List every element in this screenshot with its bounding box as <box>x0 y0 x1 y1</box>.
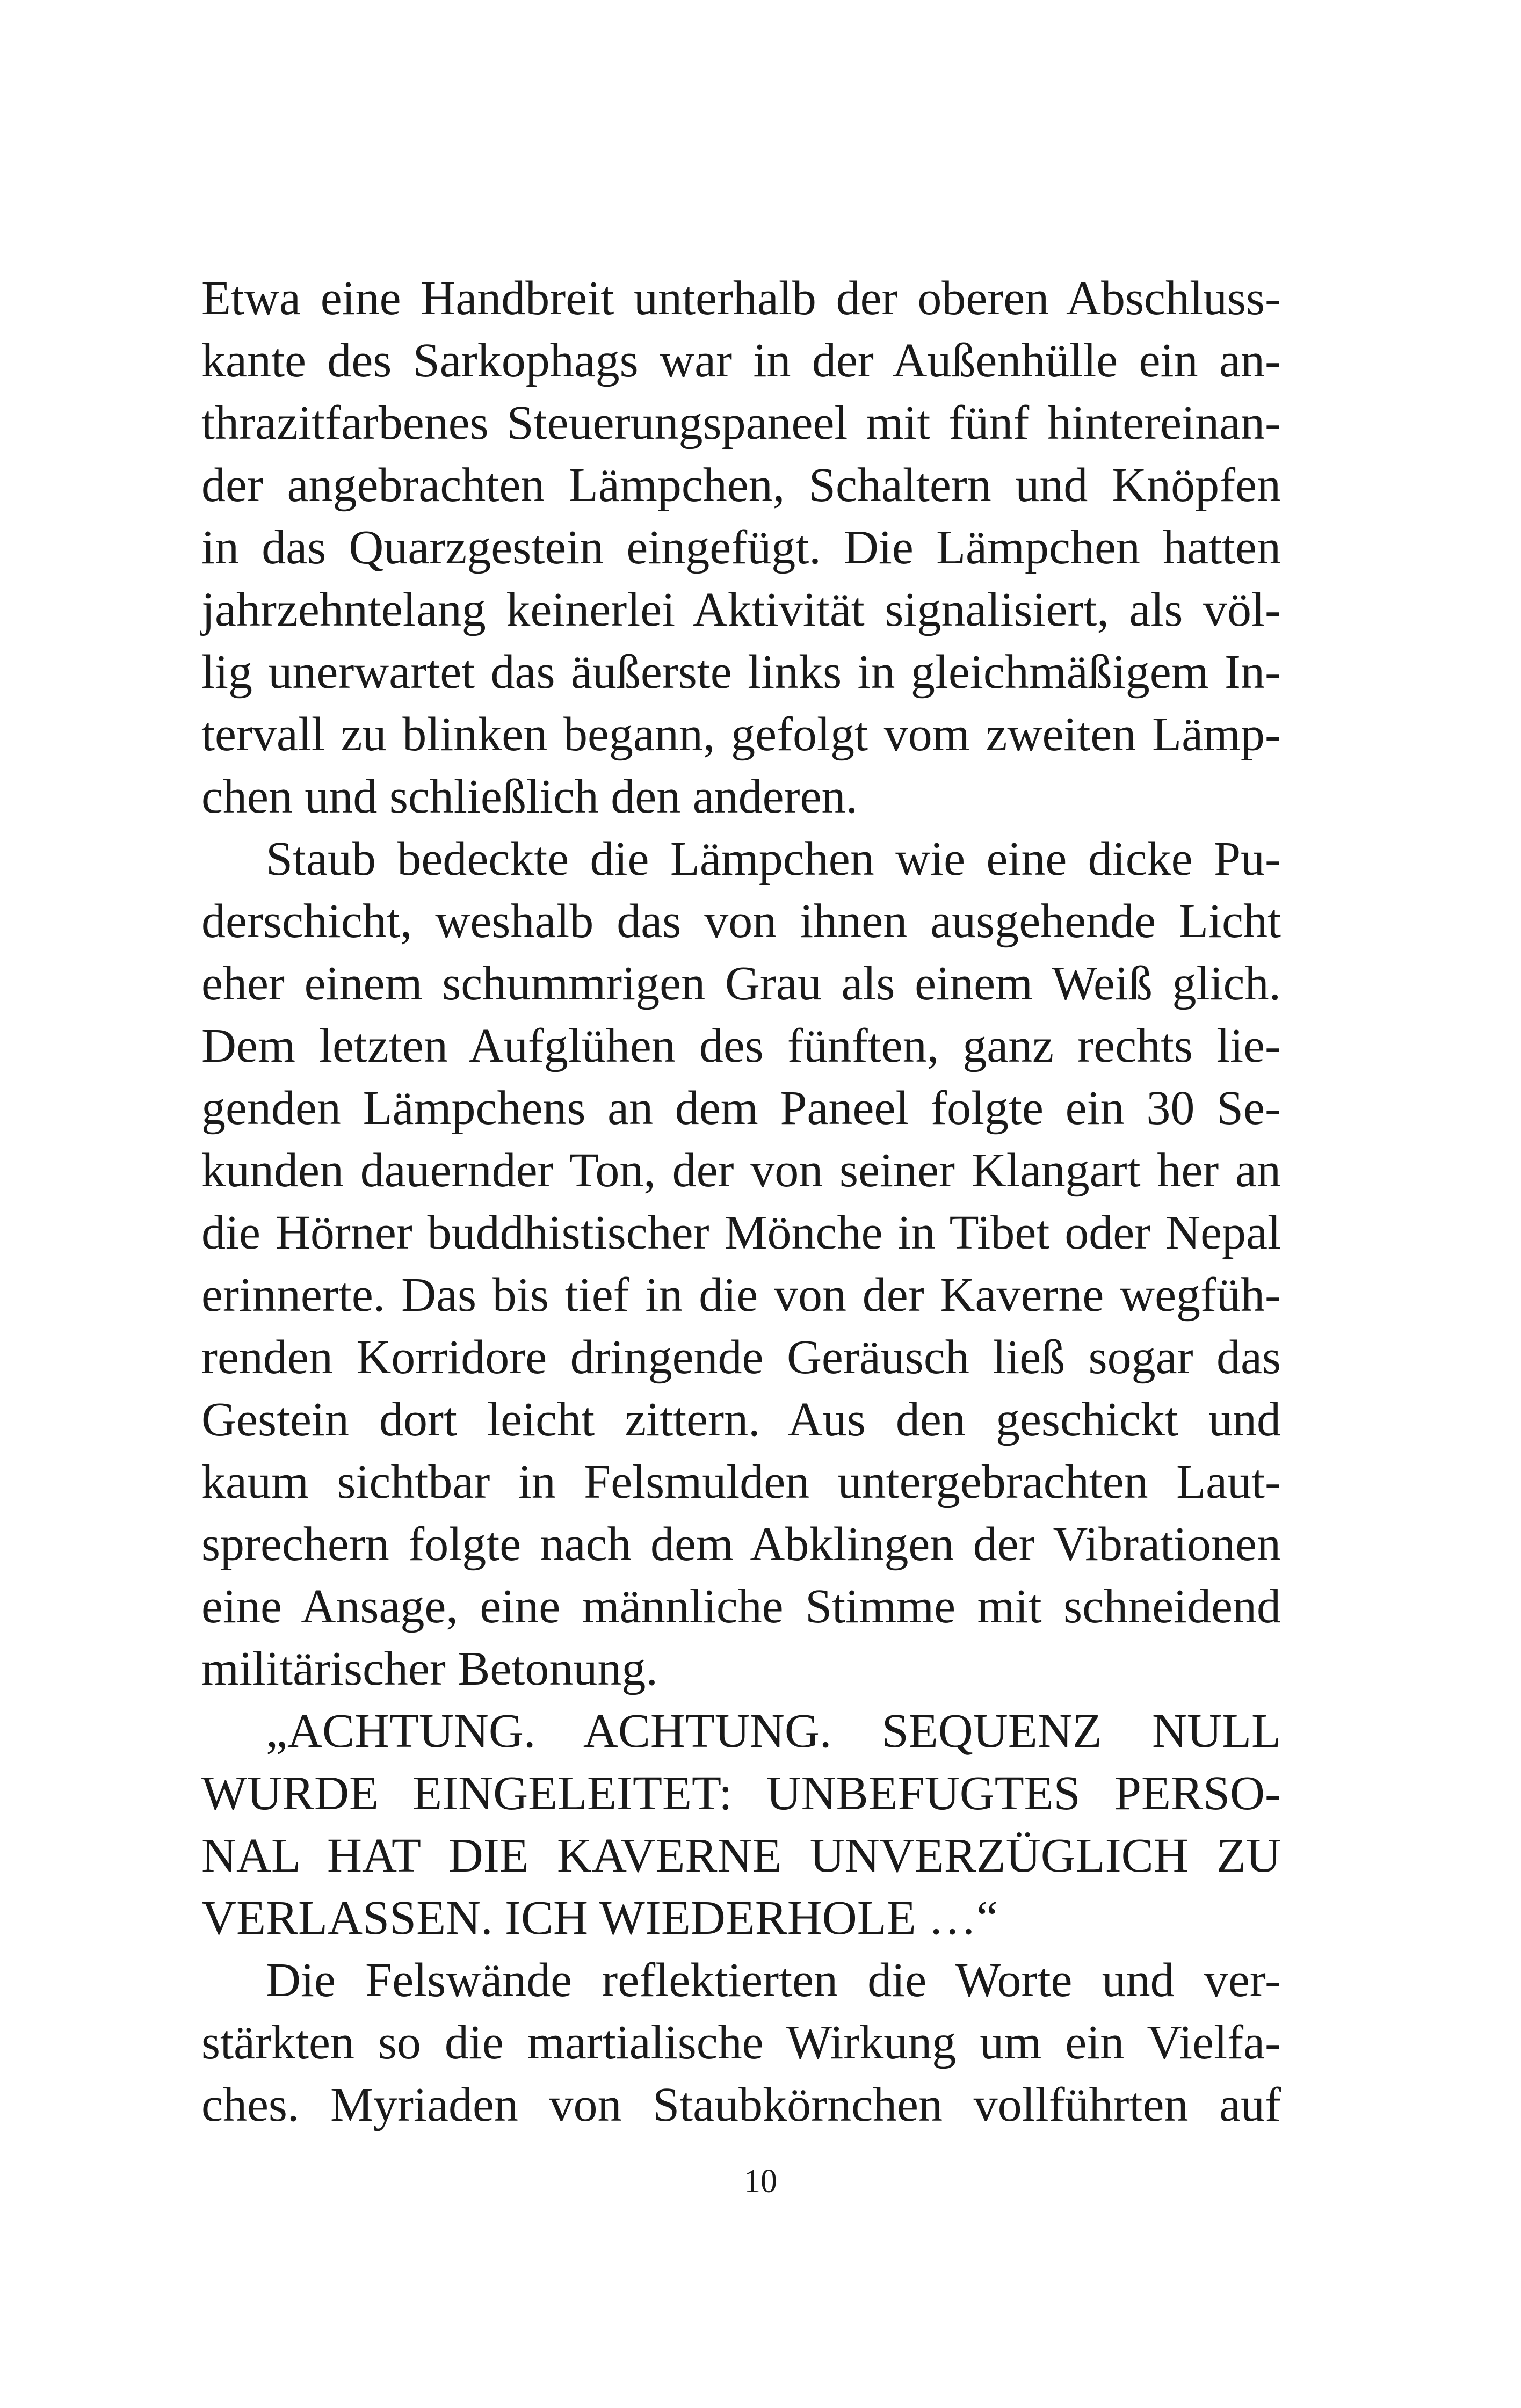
text-line: eher einem schummrigen Grau als einem Weiß glich. <box>201 957 1281 1010</box>
text-line: ches. Myriaden von Staubkörnchen vollführten auf <box>201 2078 1281 2131</box>
text-line: der angebrachten Lämpchen, Schaltern und Knöpfen <box>201 459 1281 512</box>
page-number: 10 <box>744 2163 777 2200</box>
text-line: VERLASSEN. ICH WIEDERHOLE …“ <box>201 1891 998 1945</box>
text-line: in das Quarzgestein eingefügt. Die Lämpchen hatten <box>201 521 1281 574</box>
text-line: renden Korridore dringende Geräusch ließ sogar das <box>201 1331 1281 1384</box>
text-line: Die Felswände reflektierten die Worte und ver- <box>266 1954 1281 2007</box>
text-line: die Hörner buddhistischer Mönche in Tibet oder Nepal <box>201 1206 1281 1259</box>
text-line: kaum sichtbar in Felsmulden untergebrachten Laut- <box>201 1455 1281 1508</box>
text-line: kante des Sarkophags war in der Außenhülle ein an- <box>201 334 1281 387</box>
text-line: Dem letzten Aufglühen des fünften, ganz rechts lie- <box>201 1019 1281 1072</box>
paragraph <box>201 1700 1281 1949</box>
text-line: Staub bedeckte die Lämpchen wie eine dicke Pu- <box>266 832 1281 886</box>
text-line: lig unerwartet das äußerste links in gleichmäßigem In- <box>201 645 1281 699</box>
paragraph <box>201 828 1281 1700</box>
text-line: WURDE EINGELEITET: UNBEFUGTES PERSO- <box>201 1767 1281 1820</box>
text-line: derschicht, weshalb das von ihnen ausgehende Licht <box>201 895 1281 948</box>
body-text <box>201 267 1281 2136</box>
text-line: eine Ansage, eine männliche Stimme mit schneidend <box>201 1580 1281 1633</box>
text-line: stärkten so die martialische Wirkung um ein Vielfa- <box>201 2016 1281 2069</box>
paragraph <box>201 1949 1281 2136</box>
text-line: militärischer Betonung. <box>201 1642 658 1695</box>
text-line: tervall zu blinken begann, gefolgt vom zweiten Lämp- <box>201 708 1281 761</box>
text-line: chen und schließlich den anderen. <box>201 770 858 823</box>
text-line: Gestein dort leicht zittern. Aus den geschickt und <box>201 1393 1281 1446</box>
text-line: kunden dauernder Ton, der von seiner Klangart her an <box>201 1144 1281 1197</box>
text-line: sprechern folgte nach dem Abklingen der Vibrationen <box>201 1518 1281 1571</box>
text-line: thrazitfarbenes Steuerungspaneel mit fünf hintereinan- <box>201 396 1281 449</box>
text-line: genden Lämpchens an dem Paneel folgte ein 30 Se- <box>201 1082 1281 1135</box>
text-line: jahrzehntelang keinerlei Aktivität signalisiert, als völ- <box>201 583 1281 636</box>
text-line: „ACHTUNG. ACHTUNG. SEQUENZ NULL <box>266 1705 1281 1758</box>
text-line: Etwa eine Handbreit unterhalb der oberen Abschluss- <box>201 272 1281 325</box>
text-line: erinnerte. Das bis tief in die von der Kaverne wegfüh- <box>201 1268 1281 1322</box>
text-line: NAL HAT DIE KAVERNE UNVERZÜGLICH ZU <box>201 1829 1281 1882</box>
paragraph <box>201 267 1281 828</box>
